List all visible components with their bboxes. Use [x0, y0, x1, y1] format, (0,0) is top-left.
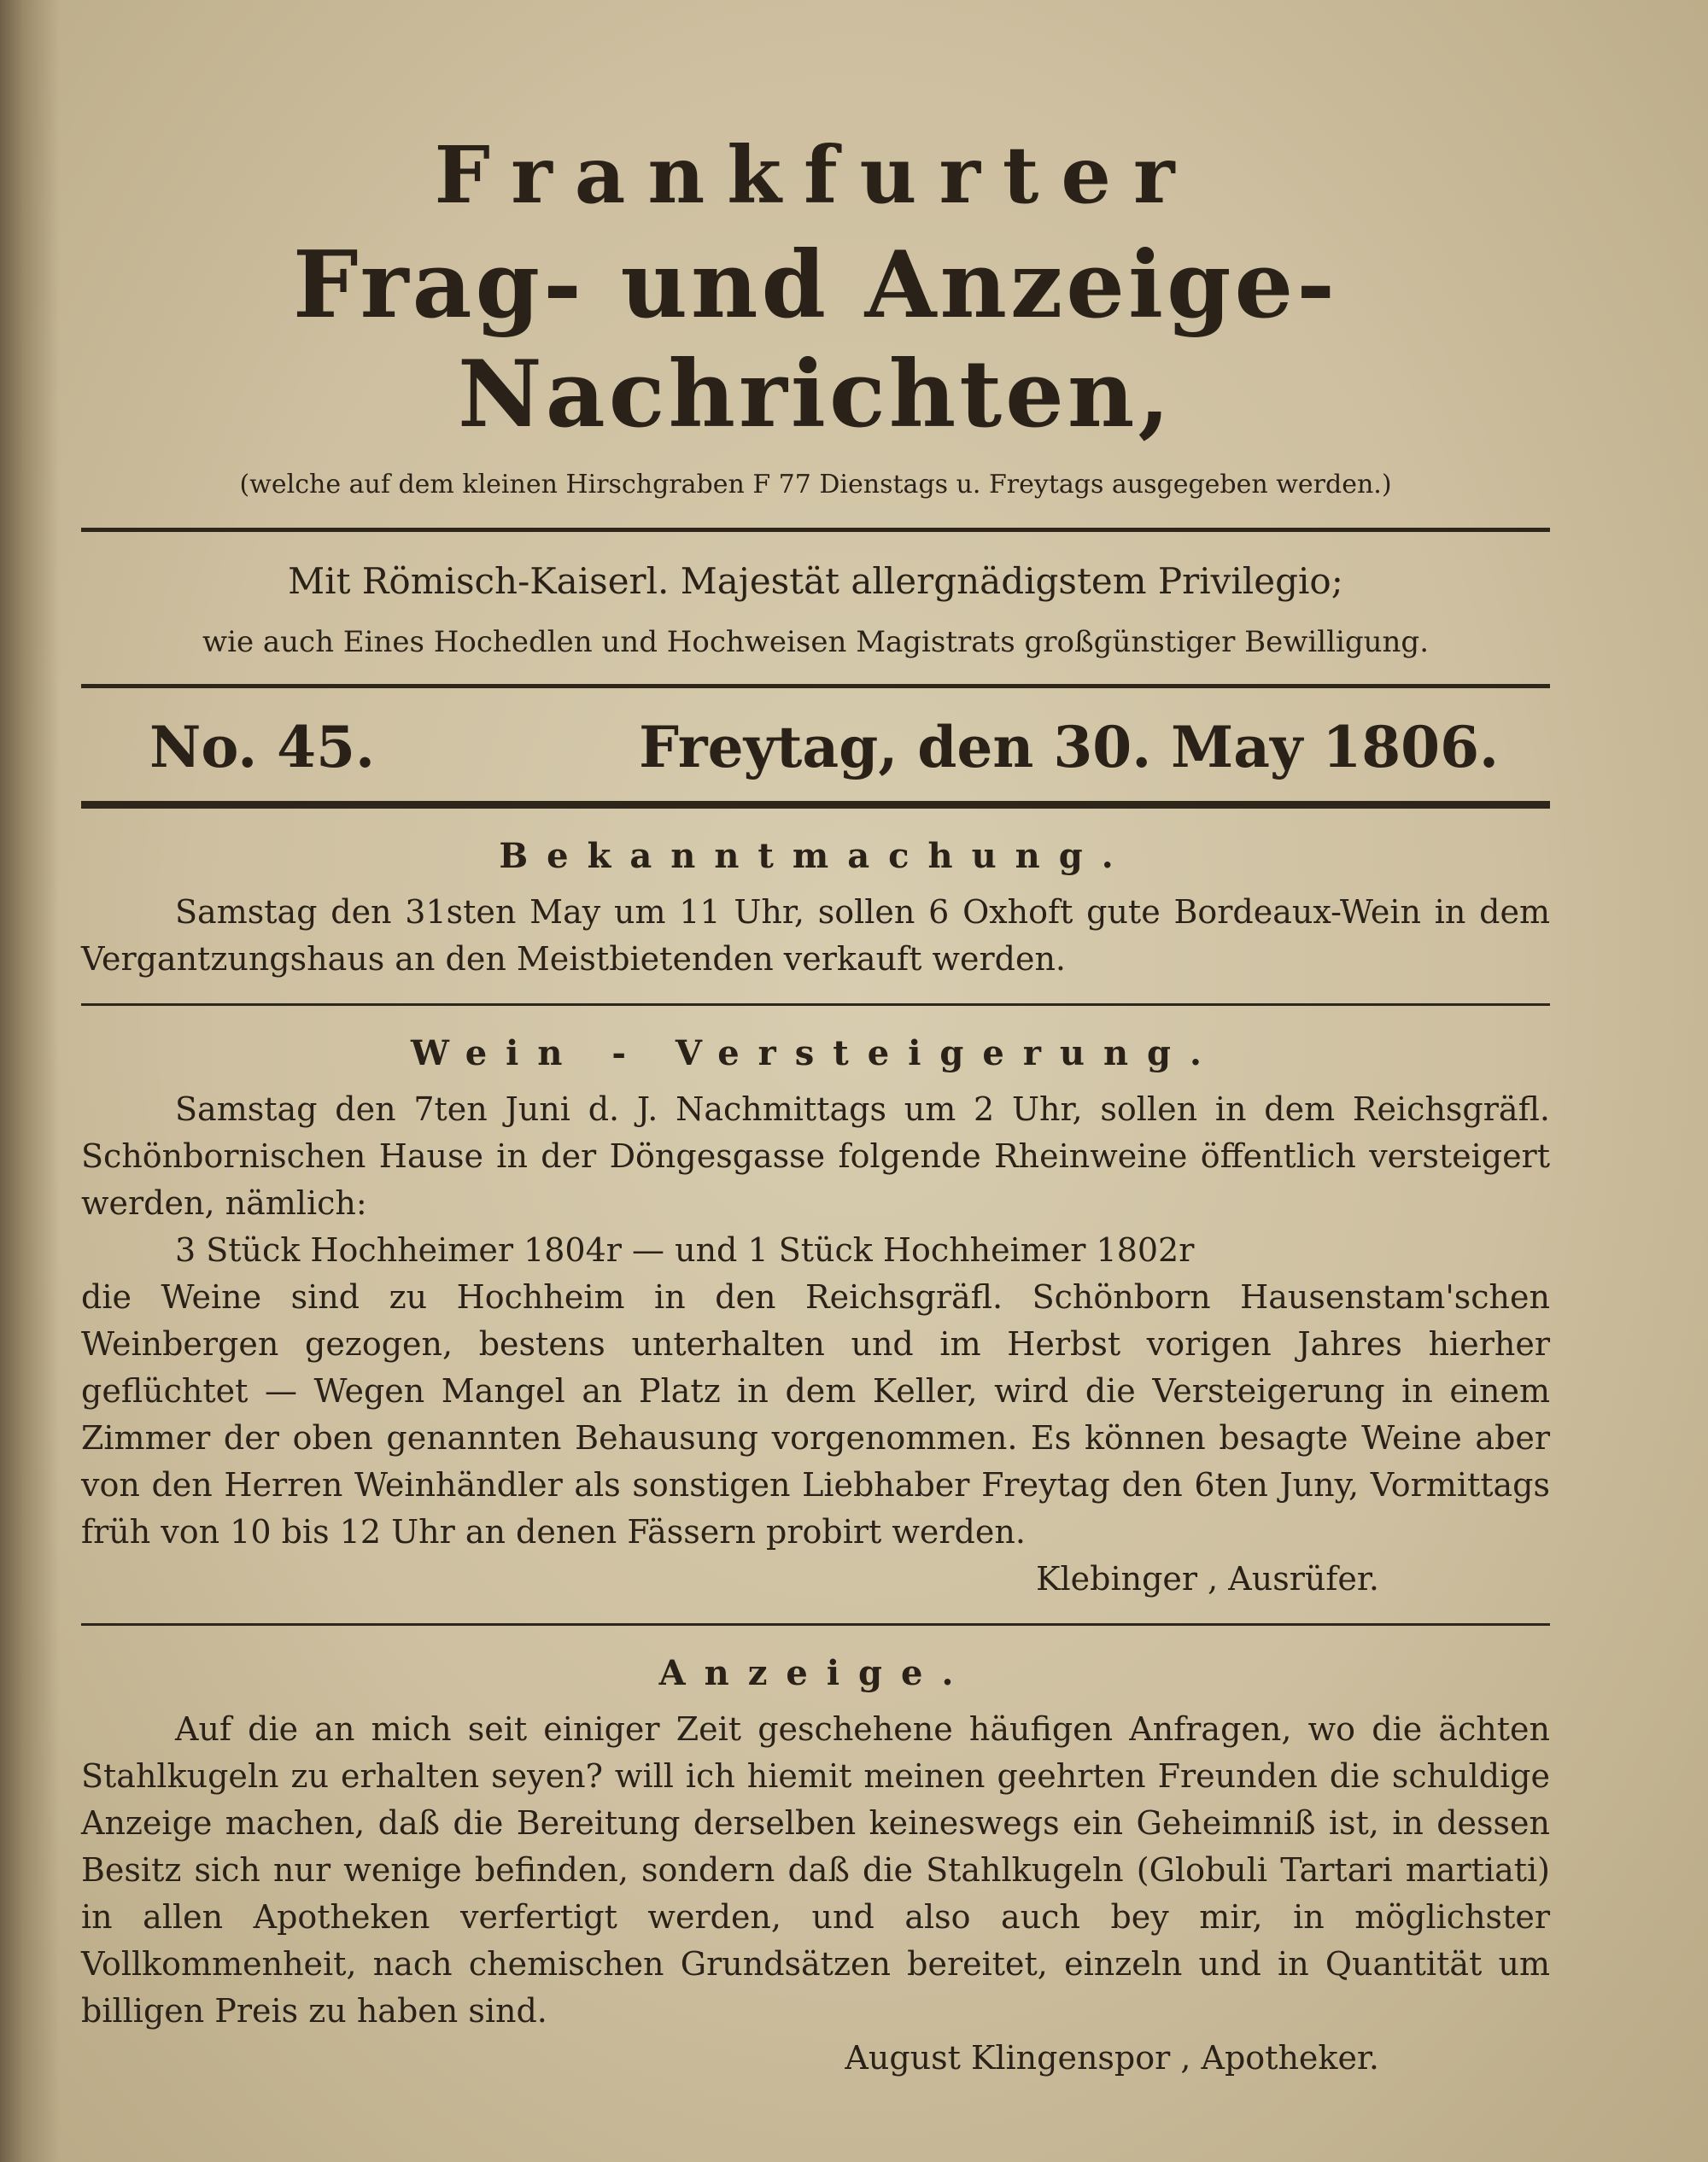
- section-body: die Weine sind zu Hochheim in den Reichsgräfl. Schönborn Hausenstam'schen Weinbergen gezogen, bestens unterhalten und im Herbst vorigen Jahres hierher geflüchtet — Wegen Mangel an Platz in dem Keller, wird die Versteigerung in einem Zimmer der oben genannten Behausung vorgenommen. Es können besagte Weine aber von den Herren Weinhändler als sonstigen Liebhaber Freytag den 6ten Juny, Vormittags früh von 10 bis 12 Uhr an denen Fässern probirt werden.: [81, 1278, 1550, 1551]
- separator-3: [81, 1623, 1550, 1626]
- rule: [81, 1623, 1550, 1626]
- rule-above-issue: [81, 684, 1550, 688]
- section-body: Auf die an mich seit einiger Zeit geschehene häufigen Anfragen, wo die ächten Stahlkugeln zu erhalten seyen? will ich hiemit meinen geehrten Freunden die schuldige Anzeige machen, daß die Bereitung derselben keineswegs ein Geheimniß ist, in dessen Besitz sich nur wenige befinden, sondern daß die Stahlkugeln (Globuli Tartari martiati) in allen Apotheken verfertigt werden, und also auch bey mir, in möglichster Vollkommenheit, nach chemischen Grundsätzen bereitet, einzeln und in Quantität um billigen Preis zu haben sind.: [81, 1710, 1550, 2030]
- signature: Klebinger , Ausrüfer.: [1036, 1560, 1379, 1598]
- section-wein-versteigerung: [81, 1031, 1550, 1603]
- rule-below-issue: [81, 801, 1550, 809]
- rule: [81, 1003, 1550, 1006]
- wine-items: 3 Stück Hochheimer 1804r — und 1 Stück Hochheimer 1802r: [175, 1231, 1195, 1269]
- masthead-subtitle: (welche auf dem kleinen Hirschgraben F 77 Dienstags u. Freytags ausgegeben werden.): [239, 470, 1392, 500]
- section-anzeige: [81, 1651, 1550, 2082]
- section-text: Samstag den 31sten May um 11 Uhr, sollen 6 Oxhoft gute Bordeaux-Wein in dem Vergantzungshaus an den Meistbietenden verkauft werden.: [81, 893, 1550, 978]
- issue-date: Freytag, den 30. May 1806.: [639, 714, 1499, 780]
- section-intro: Samstag den 7ten Juni d. J. Nachmittags um 2 Uhr, sollen in dem Reichsgräfl. Schönbornischen Hause in der Döngesgasse folgende Rheinweine öffentlich versteigert werden, nämlich:: [81, 1090, 1550, 1222]
- rule: [81, 528, 1550, 532]
- page-gutter-shadow: [0, 0, 60, 2162]
- masthead: [81, 128, 1550, 502]
- issue-number: No. 45.: [149, 714, 375, 780]
- privilege-line1: Mit Römisch-Kaiserl. Majestät allergnädigstem Privilegio;: [288, 560, 1343, 602]
- section-bekanntmachung: [81, 834, 1550, 983]
- issue-line: [149, 712, 1499, 782]
- masthead-title-line1: Frankfurter: [434, 129, 1197, 221]
- privilege-block: [81, 558, 1550, 662]
- section-title: Wein - Versteigerung.: [411, 1033, 1220, 1073]
- page-content: [81, 128, 1550, 2082]
- section-title: Anzeige.: [658, 1653, 973, 1693]
- separator-1: [81, 528, 1550, 532]
- privilege-line2: wie auch Eines Hochedlen und Hochweisen Magistrats großgünstiger Bewilligung.: [202, 625, 1430, 659]
- section-title: Bekanntmachung.: [499, 836, 1132, 876]
- masthead-title-line2: Frag- und Anzeige-Nachrichten,: [292, 231, 1339, 448]
- separator-2: [81, 1003, 1550, 1006]
- signature: August Klingenspor , Apotheker.: [845, 2039, 1379, 2077]
